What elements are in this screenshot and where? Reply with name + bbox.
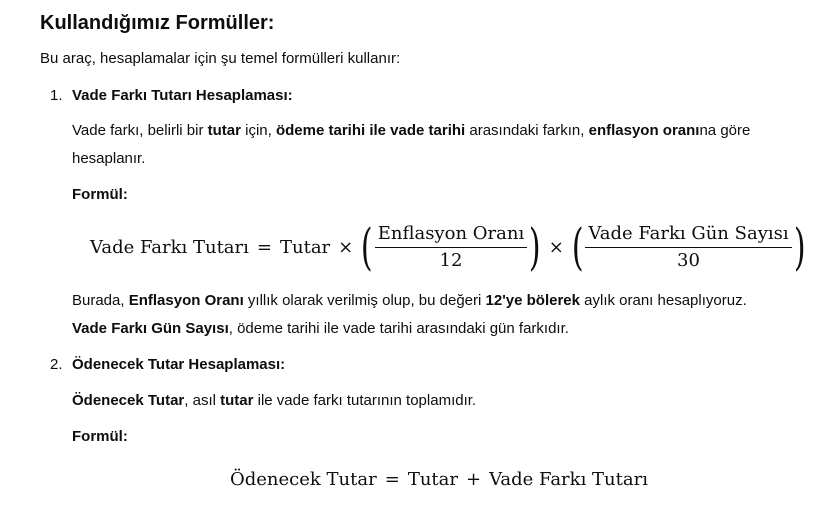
text: ile vade farkı tutarının toplamıdır. <box>253 392 477 409</box>
vade-farki-formula <box>90 218 805 276</box>
plus-sign: + <box>465 468 482 490</box>
formula-term-a: Tutar <box>407 468 458 490</box>
item-2-formula-label <box>72 423 128 451</box>
formula-lhs: Ödenecek Tutar <box>230 468 377 490</box>
section-heading: Kullandığımız Formüller: <box>40 12 275 34</box>
item-1-formula-label <box>72 181 128 209</box>
text: aylık oranı hesaplıyoruz. <box>579 292 747 309</box>
item-1-title <box>72 82 293 110</box>
left-paren: ( <box>571 218 584 276</box>
formula-lhs: Vade Farkı Tutarı <box>90 236 249 258</box>
item-1-note-line1 <box>72 287 747 315</box>
right-paren: ) <box>529 218 541 276</box>
list-number-2: 2. <box>50 356 63 373</box>
text: Vade farkı, belirli bir <box>72 122 208 139</box>
fraction-inflation <box>375 223 527 272</box>
bold-text: Enflasyon Oranı <box>128 292 244 309</box>
equals-sign: = <box>256 236 272 258</box>
left-paren: ( <box>361 218 373 276</box>
bold-text: tutar <box>207 122 241 139</box>
item-2-description <box>72 387 476 415</box>
bold-text: tutar <box>220 392 254 409</box>
item-1-title-text: Vade Farkı Tutarı Hesaplaması: <box>72 87 293 104</box>
text: Burada, <box>72 292 129 309</box>
bold-text: ödeme tarihi ile vade tarihi <box>275 122 466 139</box>
fraction-denominator: 30 <box>677 249 700 271</box>
fraction-numerator: Enflasyon Oranı <box>375 223 527 248</box>
odenecek-tutar-formula <box>230 466 648 492</box>
item-2-title-text: Ödenecek Tutar Hesaplaması: <box>72 356 286 373</box>
bold-text: 12'ye bölerek <box>485 292 580 309</box>
item-1-description-line2: hesaplanır. <box>72 150 146 167</box>
text: na göre <box>699 122 751 139</box>
text: arasındaki farkın, <box>465 122 589 139</box>
intro-text: Bu araç, hesaplamalar için şu temel formülleri kullanır: <box>40 50 401 67</box>
text: , asıl <box>184 392 221 409</box>
formula-term-b: Vade Farkı Tutarı <box>489 468 648 490</box>
text: , ödeme tarihi ile vade tarihi arasındaki gün farkıdır. <box>228 320 569 337</box>
times-sign: × <box>548 236 564 258</box>
text: için, <box>240 122 276 139</box>
text: yıllık olarak verilmiş olup, bu değeri <box>243 292 486 309</box>
right-paren: ) <box>793 218 806 276</box>
bold-text: enflasyon oranı <box>588 122 700 139</box>
formula-label-text: Formül: <box>72 186 128 203</box>
fraction-days <box>585 223 791 272</box>
fraction-numerator: Vade Farkı Gün Sayısı <box>585 223 791 248</box>
item-2-title <box>72 351 285 379</box>
list-number-1: 1. <box>50 87 63 104</box>
formula-label-text: Formül: <box>72 428 128 445</box>
formula-base: Tutar <box>279 236 331 258</box>
equals-sign: = <box>384 468 400 490</box>
item-1-note-line2 <box>72 315 569 343</box>
times-sign: × <box>338 236 354 258</box>
bold-text: Ödenecek Tutar <box>72 392 185 409</box>
item-1-description-line1 <box>72 117 750 145</box>
fraction-denominator: 12 <box>439 249 463 271</box>
bold-text: Vade Farkı Gün Sayısı <box>72 320 229 337</box>
